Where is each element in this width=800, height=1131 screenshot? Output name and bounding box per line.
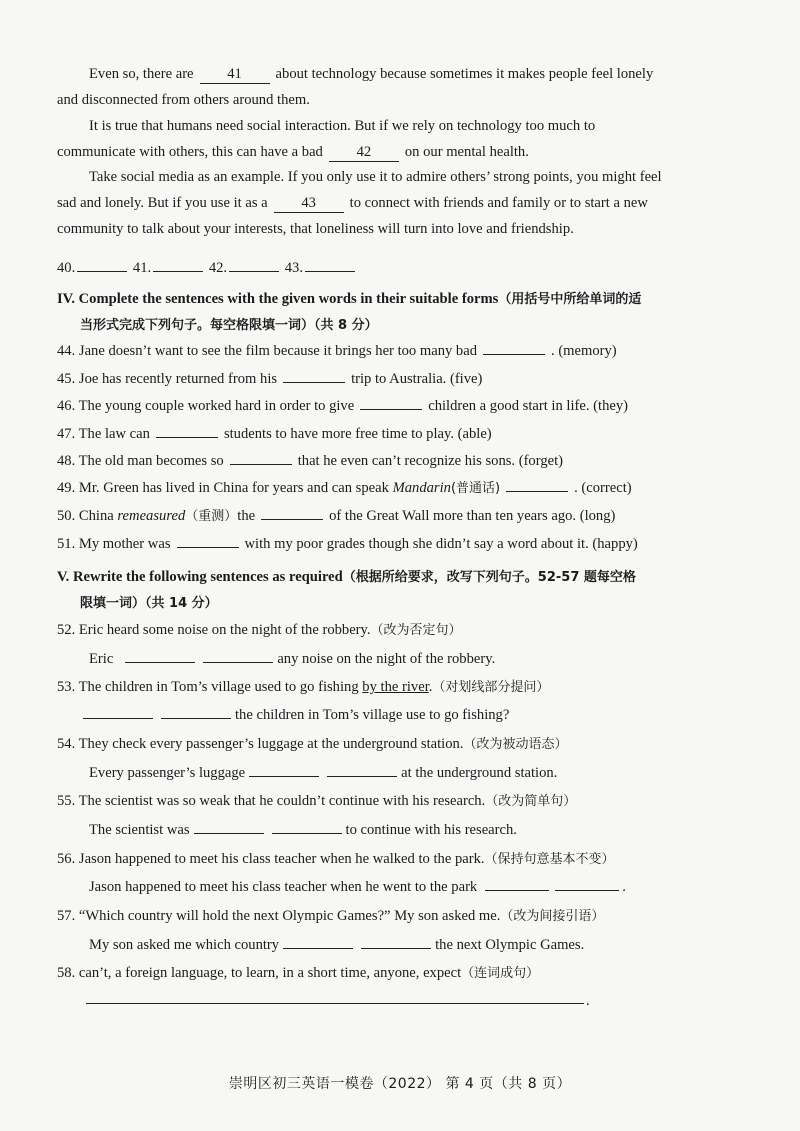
- blank-44[interactable]: [483, 342, 545, 355]
- question-51: 51. My mother was with my poor grades though she didn’t say a word about it. (happy): [57, 536, 638, 552]
- answer-blank-43[interactable]: [305, 259, 355, 272]
- question-46: 46. The young couple worked hard in order to give children a good start in life. (they): [57, 398, 629, 414]
- cloze-blank-42[interactable]: 42: [329, 143, 399, 162]
- blank-45[interactable]: [283, 370, 345, 383]
- blank-54a[interactable]: [249, 764, 319, 777]
- question-52: 52. Eric heard some noise on the night of the robbery.（改为否定句）: [57, 622, 462, 638]
- question-50: 50. China remeasured（重测）the of the Great Wall more than ten years ago. (long): [57, 508, 616, 524]
- question-57: 57. “Which country will hold the next Olympic Games?” My son asked me.（改为间接引语）: [57, 908, 605, 924]
- blank-53b[interactable]: [161, 706, 231, 719]
- blank-54b[interactable]: [327, 764, 397, 777]
- blank-57a[interactable]: [283, 936, 353, 949]
- cloze-blank-43[interactable]: 43: [274, 194, 344, 213]
- blank-56b[interactable]: [555, 878, 619, 891]
- question-53: 53. The children in Tom’s village used to go fishing by the river.（对划线部分提问）: [57, 679, 550, 695]
- question-56: 56. Jason happened to meet his class teacher when he walked to the park.（保持句意基本不变）: [57, 851, 615, 867]
- blank-57b[interactable]: [361, 936, 431, 949]
- answer-blank-40[interactable]: [77, 259, 127, 272]
- blank-55a[interactable]: [194, 821, 264, 834]
- answer-blank-41[interactable]: [153, 259, 203, 272]
- page-footer: 崇明区初三英语一模卷（2022） 第 4 页（共 8 页）: [228, 1076, 572, 1092]
- section-5-heading: V. Rewrite the following sentences as required（根据所给要求，改写下列句子。52-57 题每空格: [57, 569, 636, 585]
- passage-line-1: Even so, there are 41 about technology because sometimes it makes people feel lonely: [89, 66, 654, 82]
- answer-row: 40. 41. 42. 43.: [57, 259, 357, 277]
- answer-54: Every passenger’s luggage at the underground station.: [89, 765, 558, 781]
- question-55: 55. The scientist was so weak that he couldn’t continue with his research.（改为简单句）: [57, 793, 577, 809]
- passage-line-7: community to talk about your interests, that loneliness will turn into love and friendship.: [57, 221, 574, 237]
- section-4-heading-cont: 当形式完成下列句子。每空格限填一词）（共 8 分）: [80, 318, 378, 333]
- question-54: 54. They check every passenger’s luggage at the underground station.（改为被动语态）: [57, 736, 568, 752]
- blank-48[interactable]: [230, 452, 292, 465]
- question-58: 58. can’t, a foreign language, to learn, in a short time, anyone, expect（连词成句）: [57, 965, 540, 981]
- question-48: 48. The old man becomes so that he even can’t recognize his sons. (forget): [57, 453, 564, 469]
- question-47: 47. The law can students to have more free time to play. (able): [57, 426, 492, 442]
- question-49: 49. Mr. Green has lived in China for years and can speak Mandarin(普通话) . (correct): [57, 480, 632, 496]
- question-45: 45. Joe has recently returned from his trip to Australia. (five): [57, 371, 483, 387]
- blank-56a[interactable]: [485, 878, 549, 891]
- blank-49[interactable]: [506, 479, 568, 492]
- section-4-heading: IV. Complete the sentences with the given words in their suitable forms（用括号中所给单词的适: [57, 291, 642, 307]
- answer-56: Jason happened to meet his class teacher when he went to the park .: [89, 879, 626, 895]
- blank-53a[interactable]: [83, 706, 153, 719]
- passage-line-5: Take social media as an example. If you only use it to admire others’ strong points, you might feel: [89, 169, 662, 185]
- answer-57: My son asked me which country the next Olympic Games.: [89, 937, 585, 953]
- passage-line-6: sad and lonely. But if you use it as a 43 to connect with friends and family or to start a new: [57, 195, 648, 211]
- cloze-blank-41[interactable]: 41: [200, 65, 270, 84]
- section-5-heading-cont: 限填一词）（共 14 分）: [80, 596, 218, 611]
- passage-line-2: and disconnected from others around them.: [57, 92, 310, 108]
- passage-line-3: It is true that humans need social interaction. But if we rely on technology too much to: [89, 118, 596, 134]
- blank-50[interactable]: [261, 507, 323, 520]
- blank-52a[interactable]: [125, 650, 195, 663]
- answer-52: Eric any noise on the night of the robbery.: [89, 651, 496, 667]
- blank-47[interactable]: [156, 425, 218, 438]
- answer-55: The scientist was to continue with his research.: [89, 822, 517, 838]
- blank-51[interactable]: [177, 535, 239, 548]
- answer-line-58[interactable]: [86, 1003, 584, 1004]
- question-44: 44. Jane doesn’t want to see the film because it brings her too many bad . (memory): [57, 343, 617, 359]
- blank-55b[interactable]: [272, 821, 342, 834]
- answer-blank-42[interactable]: [229, 259, 279, 272]
- answer-58-period: .: [586, 993, 590, 1009]
- blank-52b[interactable]: [203, 650, 273, 663]
- answer-53: the children in Tom’s village use to go fishing?: [83, 706, 509, 724]
- blank-46[interactable]: [360, 397, 422, 410]
- passage-line-4: communicate with others, this can have a bad 42 on our mental health.: [57, 144, 529, 160]
